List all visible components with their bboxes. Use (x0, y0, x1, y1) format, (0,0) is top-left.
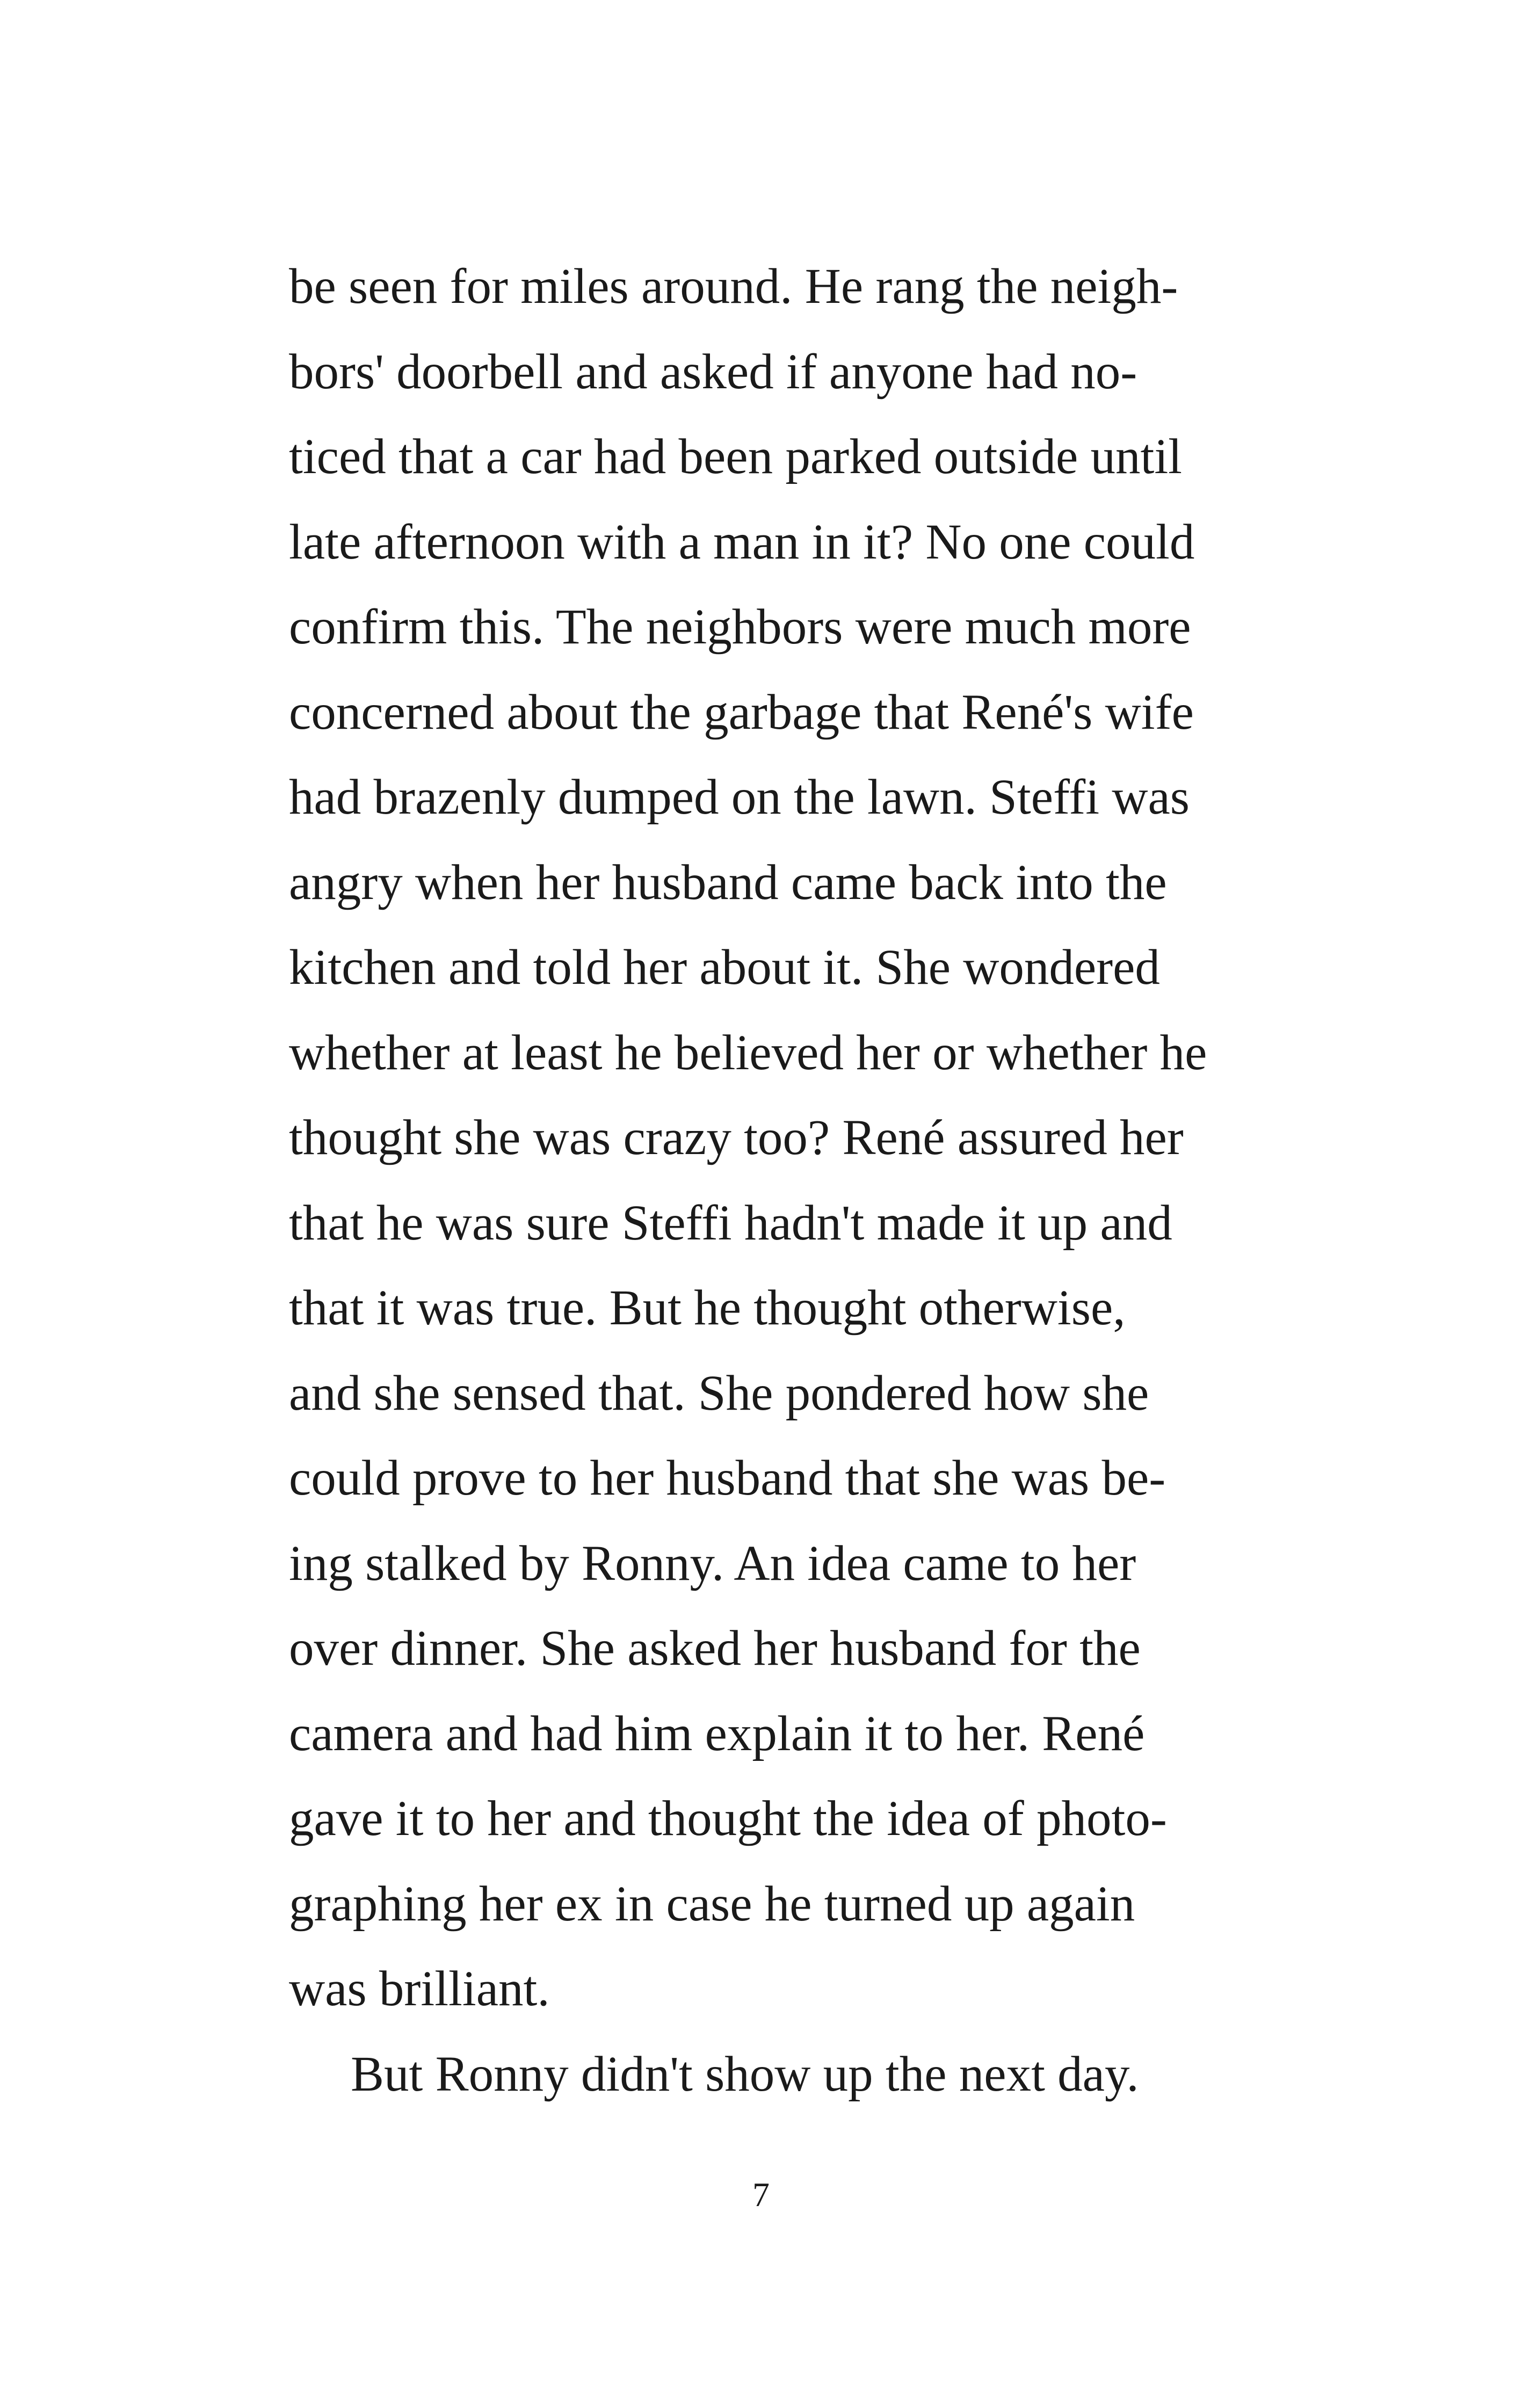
text-line: ticed that a car had been parked outside until (289, 429, 1183, 484)
text-line: bors' doorbell and asked if anyone had no- (289, 344, 1137, 400)
text-line: late afternoon with a man in it? No one could (289, 514, 1195, 570)
paragraph-2 (289, 2032, 1342, 2117)
text-line: confirm this. The neighbors were much more (289, 599, 1191, 655)
text-line: graphing her ex in case he turned up again (289, 1876, 1135, 1932)
text-line: gave it to her and thought the idea of photo- (289, 1791, 1167, 1846)
text-line: be seen for miles around. He rang the neigh- (289, 259, 1178, 314)
text-line: camera and had him explain it to her. René (289, 1706, 1145, 1761)
text-line: could prove to her husband that she was be- (289, 1450, 1166, 1506)
paragraph-1 (289, 244, 1342, 2032)
text-line: kitchen and told her about it. She wondered (289, 940, 1160, 995)
text-line: was brilliant. (289, 1961, 550, 2017)
text-line: and she sensed that. She pondered how she (289, 1365, 1149, 1421)
text-line: over dinner. She asked her husband for the (289, 1621, 1141, 1676)
text-line: whether at least he believed her or whether he (289, 1025, 1207, 1080)
text-line: concerned about the garbage that René's wife (289, 684, 1194, 740)
text-line: angry when her husband came back into the (289, 854, 1167, 910)
text-line: that he was sure Steffi hadn't made it up and (289, 1195, 1172, 1251)
text-line: that it was true. But he thought otherwise, (289, 1280, 1126, 1336)
text-line: But Ronny didn't show up the next day. (351, 2046, 1139, 2102)
text-line: had brazenly dumped on the lawn. Steffi was (289, 770, 1190, 825)
text-line: thought she was crazy too? René assured her (289, 1110, 1184, 1165)
text-line: ing stalked by Ronny. An idea came to her (289, 1535, 1136, 1591)
body-text (289, 244, 1342, 2117)
page-number: 7 (752, 2175, 770, 2214)
